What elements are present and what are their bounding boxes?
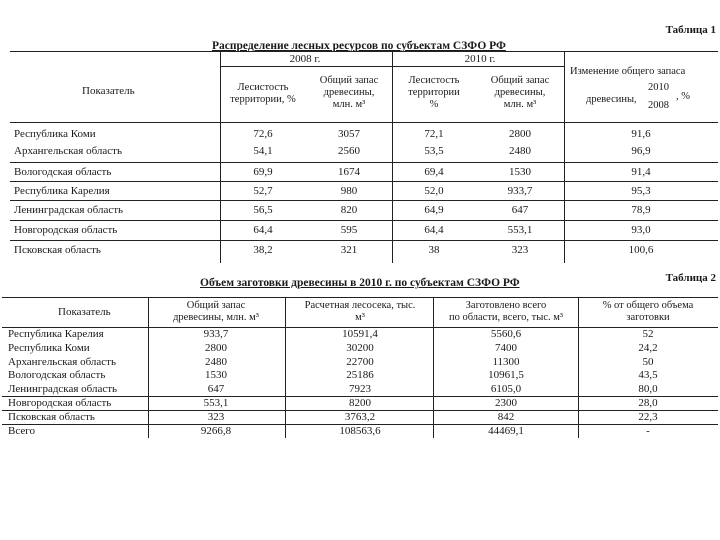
table-cell: 323 <box>207 410 225 423</box>
table-cell: 38,2 <box>253 244 273 256</box>
table2-header-share <box>580 300 716 324</box>
table-cell: 321 <box>340 244 358 256</box>
table-row <box>0 244 720 260</box>
table1-row-divider <box>10 240 718 241</box>
table-cell: 933,7 <box>203 328 229 340</box>
table-row <box>0 328 720 342</box>
table-cell: 38 <box>428 244 440 256</box>
table-cell: 980 <box>340 185 358 197</box>
table1-header-stock-2008 <box>308 75 390 111</box>
table-cell: 30200 <box>346 341 374 354</box>
table-cell: 9266,8 <box>200 424 232 437</box>
table-row <box>0 356 720 370</box>
table-row <box>0 145 720 161</box>
table-row <box>0 128 720 144</box>
table-cell: 64,9 <box>424 204 444 216</box>
table2-caption: Таблица 2 <box>665 272 716 284</box>
row-label: Республика Карелия <box>14 185 110 197</box>
table1-top-border <box>10 51 718 52</box>
table-cell: 7923 <box>349 383 371 396</box>
table-cell: 52,0 <box>424 185 444 197</box>
row-label: Псковская область <box>8 410 95 423</box>
header-line: Лесистость <box>237 82 289 93</box>
table-cell: 553,1 <box>507 224 533 236</box>
table-cell: 1530 <box>509 166 531 178</box>
table-cell: 10961,5 <box>488 369 524 382</box>
table1-header-forest-cover-2010 <box>395 75 473 111</box>
header-line: Лесистость <box>408 75 460 86</box>
row-label: Всего <box>8 424 35 437</box>
row-label: Вологодская область <box>8 369 106 382</box>
row-label: Ленинградская область <box>14 204 124 216</box>
table-cell: 64,4 <box>253 224 273 236</box>
header-line: % от общего объема <box>602 300 694 311</box>
table-cell: 56,5 <box>253 204 273 216</box>
table-cell: 24,2 <box>638 341 658 354</box>
table-cell: 2800 <box>509 128 531 140</box>
table-cell: - <box>646 424 650 437</box>
table-cell: 52 <box>642 328 654 340</box>
table-row <box>0 204 720 220</box>
table-cell: 50 <box>642 355 654 368</box>
header-fraction-numerator: 2010 <box>648 82 669 93</box>
header-line: древесины, <box>494 87 546 98</box>
table-cell: 2560 <box>338 145 360 157</box>
header-line: по области, всего, тыс. м³ <box>448 312 564 323</box>
table-row <box>0 185 720 201</box>
table1-header-forest-cover-2008 <box>224 82 302 106</box>
table-cell: 3763,2 <box>344 410 376 423</box>
table-cell: 647 <box>511 204 529 216</box>
table-cell: 820 <box>340 204 358 216</box>
table-cell: 595 <box>340 224 358 236</box>
table-cell: 6105,0 <box>490 383 522 396</box>
header-line: Общий запас <box>319 75 379 86</box>
table1-title: Распределение лесных ресурсов по субъектам СЗФО РФ <box>212 40 506 52</box>
row-label: Ленинградская область <box>8 383 118 396</box>
row-label: Псковская область <box>14 244 101 256</box>
table-row <box>0 411 720 425</box>
table2-header-stock <box>150 300 282 324</box>
table-cell: 8200 <box>349 397 371 409</box>
table-cell: 96,9 <box>631 145 651 157</box>
header-line: Изменение общего запаса <box>570 66 686 77</box>
table-row <box>0 224 720 240</box>
row-label: Республика Коми <box>14 128 96 140</box>
table-row <box>0 397 720 411</box>
row-label: Архангельская область <box>14 145 122 157</box>
table1-header-2010: 2010 г. <box>464 53 496 65</box>
header-line: древесины, млн. м³ <box>173 312 259 323</box>
table1-header-2008: 2008 г. <box>289 53 321 65</box>
table-cell: 78,9 <box>631 204 651 216</box>
table-cell: 95,3 <box>631 185 651 197</box>
table2-title: Объем заготовки древесины в 2010 г. по субъектам СЗФО РФ <box>200 277 520 289</box>
table-row <box>0 425 720 439</box>
table-cell: 80,0 <box>638 383 658 396</box>
table1-header-change <box>570 66 718 120</box>
table1-header-bottom <box>10 122 718 123</box>
table-cell: 44469,1 <box>488 424 524 437</box>
table2-top-border <box>2 297 718 298</box>
table-cell: 1530 <box>205 369 227 382</box>
table-cell: 91,4 <box>631 166 651 178</box>
table-row <box>0 166 720 182</box>
table-cell: 553,1 <box>203 397 229 409</box>
header-line: древесины, <box>323 87 375 98</box>
row-label: Республика Карелия <box>8 328 104 340</box>
table2-header-harvested <box>435 300 577 324</box>
table-cell: 2480 <box>509 145 531 157</box>
table-row <box>0 342 720 356</box>
header-line: Заготовлено всего <box>465 300 547 311</box>
table-cell: 7400 <box>495 341 517 354</box>
header-line: территории <box>408 87 460 98</box>
header-line: Общий запас <box>490 75 550 86</box>
table-row <box>0 369 720 383</box>
table-cell: 64,4 <box>424 224 444 236</box>
table-cell: 69,4 <box>424 166 444 178</box>
table1-caption: Таблица 1 <box>665 24 716 36</box>
table-cell: 93,0 <box>631 224 651 236</box>
header-line: , % <box>676 91 690 102</box>
table1-header-indicator: Показатель <box>82 85 135 97</box>
table-cell: 72,6 <box>253 128 273 140</box>
header-line: % <box>429 99 439 110</box>
table2-header-allowable-cut <box>288 300 432 324</box>
table-cell: 53,5 <box>424 145 444 157</box>
table2-header-indicator: Показатель <box>58 306 111 318</box>
table-cell: 22700 <box>346 355 374 368</box>
table-cell: 3057 <box>338 128 360 140</box>
table-cell: 842 <box>497 410 515 423</box>
header-line: древесины, <box>586 94 637 105</box>
table-cell: 5560,6 <box>490 328 522 340</box>
table-cell: 1674 <box>338 166 360 178</box>
table-cell: 2300 <box>495 397 517 409</box>
table1-row-divider <box>10 162 718 163</box>
header-line: Общий запас <box>186 300 246 311</box>
table-cell: 10591,4 <box>342 328 378 340</box>
header-fraction-denominator: 2008 <box>648 100 669 111</box>
table-cell: 72,1 <box>424 128 444 140</box>
row-label: Новгородская область <box>14 224 118 236</box>
table1-row-divider <box>10 220 718 221</box>
header-line: территории, % <box>230 94 296 105</box>
header-line: Расчетная лесосека, тыс. <box>304 300 416 311</box>
table-cell: 25186 <box>346 369 374 382</box>
row-label: Новгородская область <box>8 397 112 409</box>
table-cell: 22,3 <box>638 410 658 423</box>
header-line: заготовки <box>626 312 670 323</box>
table-cell: 91,6 <box>631 128 651 140</box>
row-label: Вологодская область <box>14 166 112 178</box>
row-label: Архангельская область <box>8 355 116 368</box>
header-line: м³ <box>355 312 365 323</box>
row-label: Республика Коми <box>8 341 90 354</box>
table-cell: 69,9 <box>253 166 273 178</box>
table-cell: 647 <box>207 383 225 396</box>
table-cell: 11300 <box>492 355 520 368</box>
header-line: млн. м³ <box>332 99 366 110</box>
table-cell: 100,6 <box>628 244 654 256</box>
header-line: млн. м³ <box>503 99 537 110</box>
table-cell: 2800 <box>205 341 227 354</box>
table-cell: 323 <box>511 244 529 256</box>
table-cell: 933,7 <box>507 185 533 197</box>
table-cell: 43,5 <box>638 369 658 382</box>
table-cell: 2480 <box>205 355 227 368</box>
table-cell: 108563,6 <box>339 424 381 437</box>
table-cell: 52,7 <box>253 185 273 197</box>
table1-header-stock-2010 <box>478 75 562 111</box>
table-row <box>0 383 720 397</box>
table-cell: 28,0 <box>638 397 658 409</box>
table-cell: 54,1 <box>253 145 273 157</box>
